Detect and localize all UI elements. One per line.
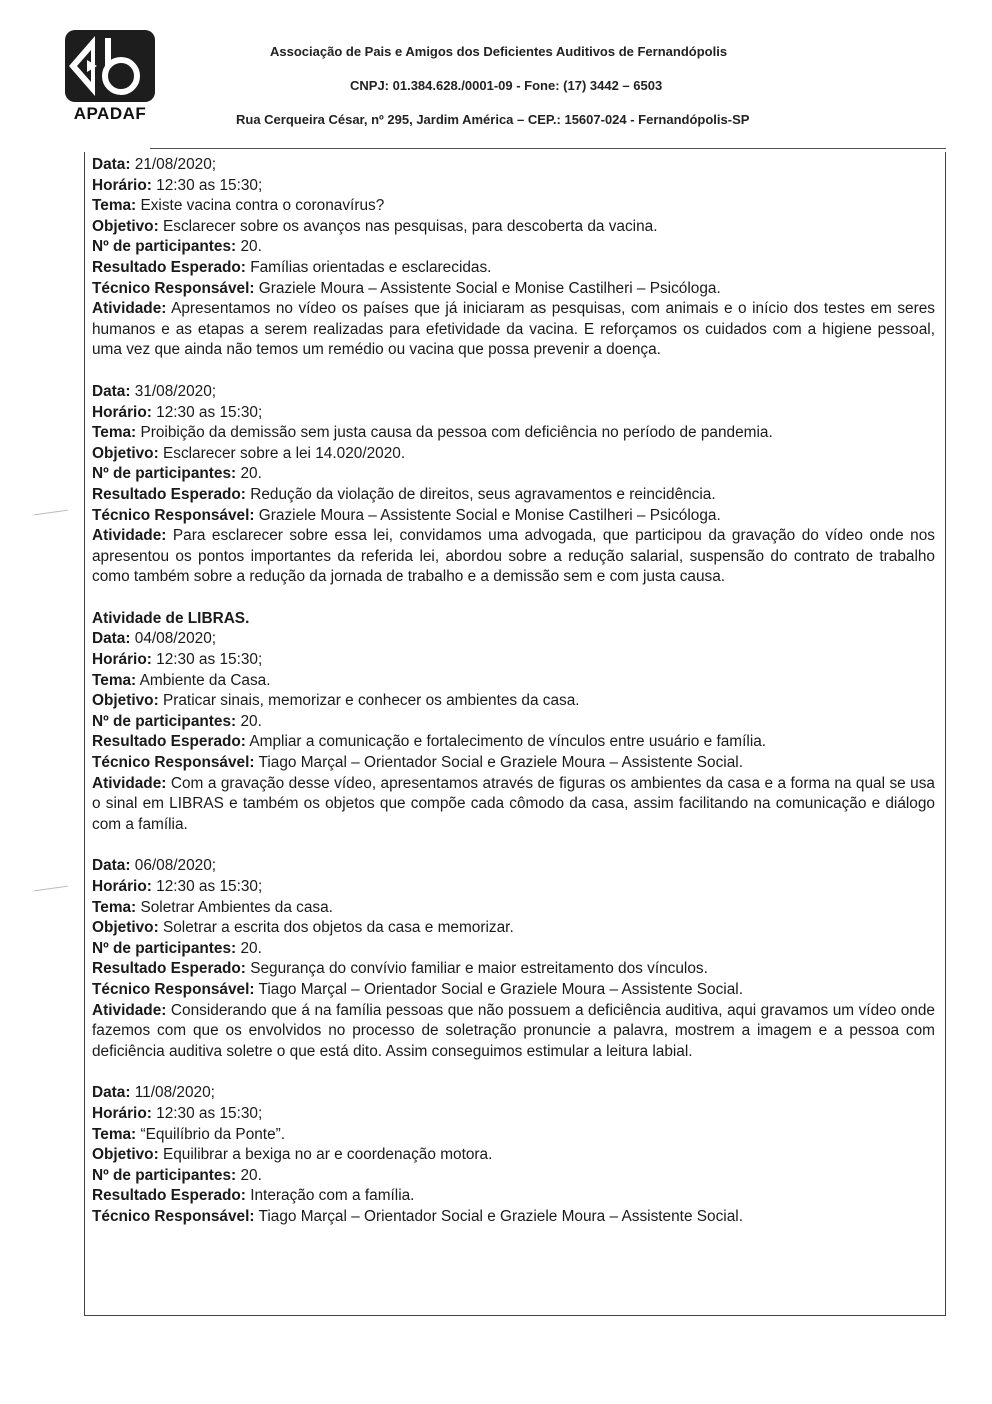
scan-mark [34, 510, 68, 516]
entry-participants: Nº de participantes: 20. [92, 712, 262, 730]
letterhead [0, 0, 992, 150]
entry-time: Horário: 12:30 as 15:30; [92, 878, 263, 895]
entry-date: Data: 31/08/2020; [92, 382, 217, 400]
entry-time: Horário: 12:30 as 15:30; [92, 403, 263, 421]
entry-objective: Objetivo: Equilibrar a bexiga no ar e coordenação motora. [92, 1146, 493, 1164]
logo-wordmark: APADAF [73, 104, 147, 123]
entry-time: Horário: 12:30 as 15:30; [92, 176, 263, 194]
address: Rua Cerqueira César, nº 295, Jardim América – CEP.: 15607-024 - Fernandópolis-SP [236, 112, 750, 127]
entry-activity: Atividade: Com a gravação desse vídeo, apresentamos através de figuras os ambientes da casa e a forma na qual se usa o sinal em LIBRAS e também os objetos que compõe cada cômodo da casa, assim facilitando na comunicação e diálogo com a família. [92, 774, 935, 833]
libras-entry [92, 1083, 935, 1227]
activity-entry [92, 382, 935, 588]
entry-participants: Nº de participantes: 20. [92, 1166, 262, 1184]
cnpj-phone: CNPJ: 01.384.628./0001-09 - Fone: (17) 3442 – 6503 [350, 78, 663, 93]
entry-technician: Técnico Responsável: Tiago Marçal – Orientador Social e Graziele Moura – Assistente Social. [92, 754, 743, 772]
entry-expected-result: Resultado Esperado: Segurança do convívio familiar e maior estreitamento dos vínculos. [92, 960, 708, 978]
entry-expected-result: Resultado Esperado: Redução da violação de direitos, seus agravamentos e reincidência. [92, 485, 716, 503]
association-name: Associação de Pais e Amigos dos Deficientes Auditivos de Fernandópolis [270, 44, 728, 59]
entry-technician: Técnico Responsável: Graziele Moura – Assistente Social e Monise Castilheri – Psicóloga. [92, 506, 721, 524]
report-box [84, 152, 946, 1316]
entry-date: Data: 21/08/2020; [92, 156, 217, 173]
entry-date: Data: 11/08/2020; [92, 1084, 215, 1102]
entry-theme: Tema: Proibição da demissão sem justa causa da pessoa com deficiência no período de pandemia. [92, 424, 773, 442]
entry-objective: Objetivo: Praticar sinais, memorizar e conhecer os ambientes da casa. [92, 692, 580, 710]
entry-objective: Objetivo: Soletrar a escrita dos objetos da casa e memorizar. [92, 919, 514, 937]
entry-expected-result: Resultado Esperado: Interação com a família. [92, 1187, 415, 1205]
entry-participants: Nº de participantes: 20. [92, 465, 262, 483]
libras-entry [92, 609, 935, 836]
entry-participants: Nº de participantes: 20. [92, 939, 262, 957]
entry-expected-result: Resultado Esperado: Ampliar a comunicação e fortalecimento de vínculos entre usuário e família. [92, 733, 767, 751]
entry-theme: Tema: Ambiente da Casa. [92, 671, 271, 689]
entry-activity: Atividade: Para esclarecer sobre essa lei, convidamos uma advogada, que participou da gravação do vídeo onde nos apresentou os pontos importantes da referida lei, abordou sobre a redução salarial, suspensão do contrato de trabalho como também sobre a redução da jornada de trabalho e a demissão sem e com justa causa. [92, 527, 935, 586]
entry-theme: Tema: Existe vacina contra o coronavírus? [92, 197, 385, 215]
entry-technician: Técnico Responsável: Graziele Moura – Assistente Social e Monise Castilheri – Psicóloga. [92, 279, 721, 297]
header-rule [150, 148, 946, 149]
entry-activity: Atividade: Considerando que á na família pessoas que não possuem a deficiência auditiva, aqui gravamos um vídeo onde fazemos com que os envolvidos no processo de soletração pronuncie a palavra, mostrem a imagem e a pessoa com deficiência auditiva soletre o que está dito. Assim conseguimos estimular a leitura labial. [92, 1001, 935, 1060]
entry-technician: Técnico Responsável: Tiago Marçal – Orientador Social e Graziele Moura – Assistente Social. [92, 1207, 743, 1225]
libras-entry [92, 856, 935, 1062]
entry-time: Horário: 12:30 as 15:30; [92, 1104, 263, 1122]
entry-theme: Tema: “Equilíbrio da Ponte”. [92, 1125, 286, 1143]
entry-date: Data: 04/08/2020; [92, 630, 217, 648]
entry-activity: Atividade: Apresentamos no vídeo os países que já iniciaram as pesquisas, com animais e o início dos testes em seres humanos e as etapas a serem realizadas para efetividade da vacina. E reforçamos os cuidados com a higiene pessoal, uma vez que ainda não temos um remédio ou vacina que possa prevenir a doença. [92, 300, 935, 359]
entry-objective: Objetivo: Esclarecer sobre os avanços nas pesquisas, para descoberta da vacina. [92, 217, 658, 235]
entry-objective: Objetivo: Esclarecer sobre a lei 14.020/2020. [92, 444, 406, 462]
entry-expected-result: Resultado Esperado: Famílias orientadas e esclarecidas. [92, 258, 492, 276]
entry-theme: Tema: Soletrar Ambientes da casa. [92, 898, 333, 916]
entry-participants: Nº de participantes: 20. [92, 238, 262, 256]
apadaf-logo [62, 30, 158, 124]
entry-date: Data: 06/08/2020; [92, 857, 217, 875]
entry-time: Horário: 12:30 as 15:30; [92, 651, 263, 669]
entry-technician: Técnico Responsável: Tiago Marçal – Orientador Social e Graziele Moura – Assistente Social. [92, 980, 743, 998]
ear-logo-icon [65, 30, 155, 102]
activity-entry [92, 155, 935, 361]
libras-section-title: Atividade de LIBRAS. [92, 609, 250, 627]
scan-mark [34, 886, 68, 892]
